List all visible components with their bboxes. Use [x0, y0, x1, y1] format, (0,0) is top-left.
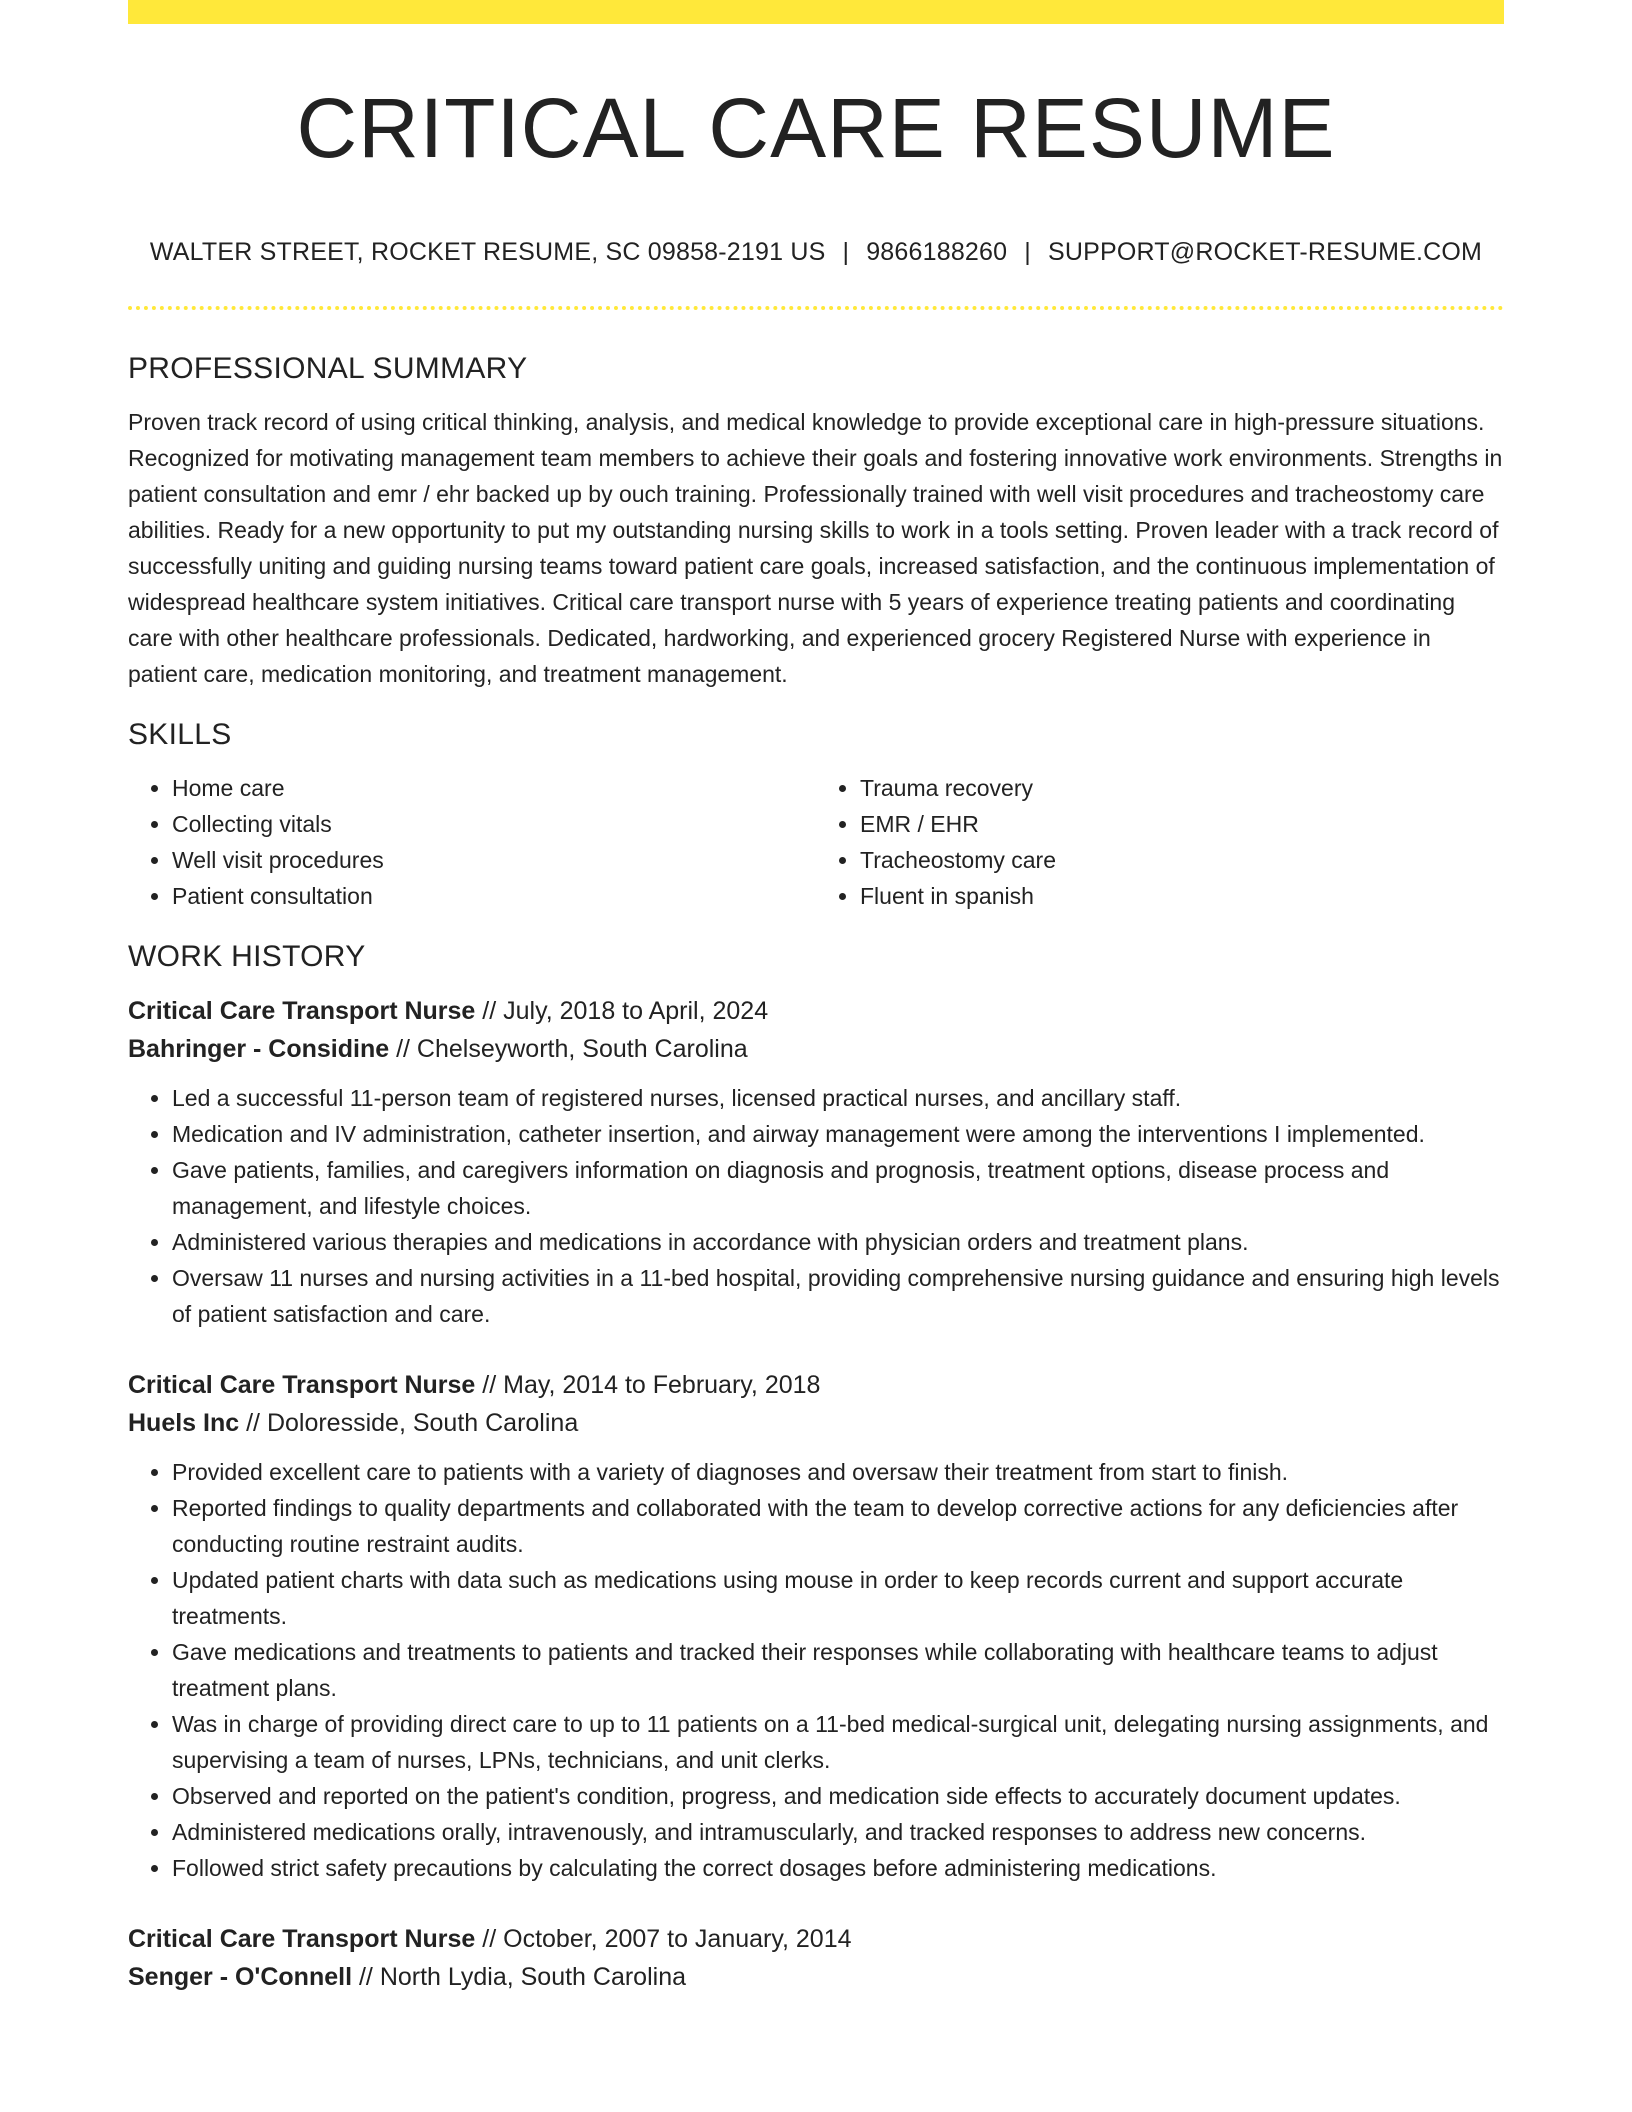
summary-section [128, 352, 1504, 692]
job-company: Bahringer - Considine [128, 1035, 390, 1063]
accent-bar [128, 0, 1504, 24]
job-location: // North Lydia, South Carolina [352, 1963, 687, 1991]
job-bullet: • Medication and IV administration, catheter insertion, and airway management were among the interventions I implemented. [172, 1116, 1504, 1152]
job-entry [128, 1920, 1504, 1996]
skill-item: • Collecting vitals [172, 806, 816, 842]
work-history-section [128, 940, 1504, 1996]
skill-item: • EMR / EHR [860, 806, 1504, 842]
job-dates: // July, 2018 to April, 2024 [475, 997, 769, 1025]
job-bullet: • Administered medications orally, intravenously, and intramuscularly, and tracked responses to address new concerns. [172, 1814, 1504, 1850]
resume-content [128, 352, 1504, 2030]
skills-list-right [816, 770, 1504, 914]
job-dates: // October, 2007 to January, 2014 [475, 1925, 852, 1953]
contact-phone: 9866188260 [866, 238, 1008, 266]
job-title-line [128, 1366, 1504, 1404]
job-title: Critical Care Transport Nurse [128, 997, 476, 1025]
job-bullet: • Gave medications and treatments to patients and tracked their responses while collaborating with healthcare teams to adjust treatment plans. [172, 1634, 1504, 1706]
skills-section [128, 718, 1504, 914]
summary-text: Proven track record of using critical thinking, analysis, and medical knowledge to provide exceptional care in high-pressure situations. Recognized for motivating management team members to achieve their goals and fostering innovative work environments. Strengths in patient consultation and emr / ehr backed up by ouch training. Professionally trained with well visit procedures and tracheostomy care abilities. Ready for a new opportunity to put my outstanding nursing skills to work in a tools setting. Proven leader with a track record of successfully uniting and guiding nursing teams toward patient care goals, increased satisfaction, and the continuous implementation of widespread healthcare system initiatives. Critical care transport nurse with 5 years of experience treating patients and coordinating care with other healthcare professionals. Dedicated, hardworking, and experienced grocery Registered Nurse with experience in patient care, medication monitoring, and treatment management. [128, 409, 1503, 687]
job-location: // Doloresside, South Carolina [239, 1409, 579, 1437]
job-bullet: • Was in charge of providing direct care to up to 11 patients on a 11-bed medical-surgical unit, delegating nursing assignments, and supervising a team of nurses, LPNs, technicians, and unit clerks. [172, 1706, 1504, 1778]
section-heading-summary: PROFESSIONAL SUMMARY [128, 352, 528, 385]
job-title: Critical Care Transport Nurse [128, 1371, 476, 1399]
job-company-line [128, 1404, 1504, 1442]
skills-columns [128, 770, 1504, 914]
job-bullet: • Oversaw 11 nurses and nursing activities in a 11-bed hospital, providing comprehensive nursing guidance and ensuring high levels of patient satisfaction and care. [172, 1260, 1504, 1332]
skill-item: • Fluent in spanish [860, 878, 1504, 914]
skills-list-left [128, 770, 816, 914]
skill-item: • Patient consultation [172, 878, 816, 914]
job-bullet: • Administered various therapies and medications in accordance with physician orders and treatment plans. [172, 1224, 1504, 1260]
contact-address: WALTER STREET, ROCKET RESUME, SC 09858-2191 US [149, 238, 826, 266]
job-company-line [128, 1030, 1504, 1068]
job-title-line [128, 1920, 1504, 1958]
job-bullet: • Followed strict safety precautions by calculating the correct dosages before administering medications. [172, 1850, 1504, 1886]
job-title: Critical Care Transport Nurse [128, 1925, 476, 1953]
job-bullet: • Observed and reported on the patient's condition, progress, and medication side effects to accurately document updates. [172, 1778, 1504, 1814]
dotted-divider [128, 306, 1504, 310]
job-dates: // May, 2014 to February, 2018 [475, 1371, 821, 1399]
job-location: // Chelseyworth, South Carolina [389, 1035, 748, 1063]
job-bullet: • Updated patient charts with data such as medications using mouse in order to keep records current and support accurate treatments. [172, 1562, 1504, 1634]
resume-page [128, 0, 1504, 1991]
job-bullet: • Reported findings to quality departments and collaborated with the team to develop corrective actions for any deficiencies after conducting routine restraint audits. [172, 1490, 1504, 1562]
job-bullets [128, 1080, 1504, 1332]
job-bullet: • Provided excellent care to patients with a variety of diagnoses and oversaw their treatment from start to finish. [172, 1454, 1504, 1490]
job-bullet: • Gave patients, families, and caregivers information on diagnosis and prognosis, treatment options, disease process and management, and lifestyle choices. [172, 1152, 1504, 1224]
job-entry [128, 1366, 1504, 1886]
job-title-line [128, 992, 1504, 1030]
job-bullet: • Led a successful 11-person team of registered nurses, licensed practical nurses, and ancillary staff. [172, 1080, 1504, 1116]
job-bullets [128, 1454, 1504, 1886]
job-entry [128, 992, 1504, 1332]
skill-item: • Home care [172, 770, 816, 806]
contact-separator: | [842, 238, 850, 266]
contact-email[interactable]: SUPPORT@ROCKET-RESUME.COM [1047, 238, 1483, 266]
contact-line [128, 238, 1504, 267]
skill-item: • Trauma recovery [860, 770, 1504, 806]
contact-separator: | [1024, 238, 1031, 266]
skill-item: • Tracheostomy care [860, 842, 1504, 878]
job-company: Senger - O'Connell [128, 1963, 353, 1991]
skill-item: • Well visit procedures [172, 842, 816, 878]
resume-title: CRITICAL CARE RESUME [296, 81, 1336, 175]
job-company-line [128, 1958, 1504, 1996]
job-company: Huels Inc [128, 1409, 240, 1437]
section-heading-work-history: WORK HISTORY [128, 940, 366, 973]
section-heading-skills: SKILLS [128, 718, 232, 751]
